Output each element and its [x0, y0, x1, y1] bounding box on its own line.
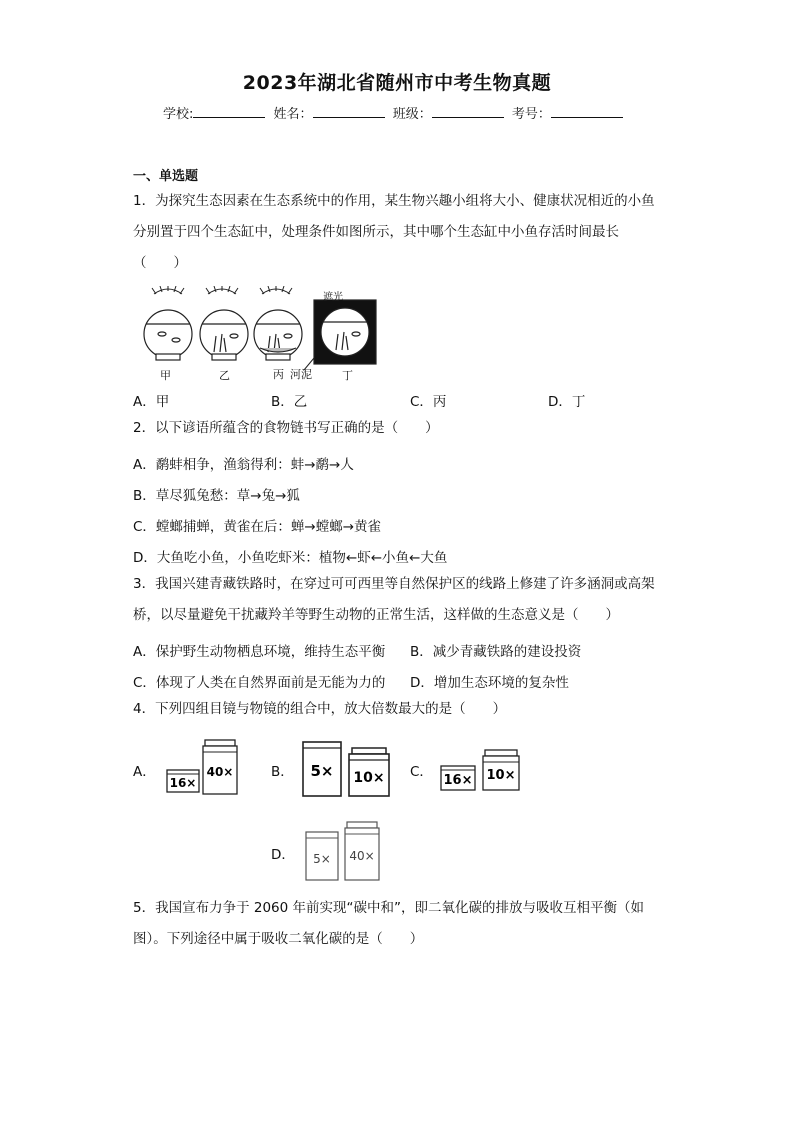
lens-b-eyepiece-label: 5× [310, 762, 334, 780]
class-blank [432, 105, 504, 118]
sun-icon [260, 286, 292, 294]
school-label: 学校: [163, 107, 194, 122]
lens-d-objective-label: 40× [349, 849, 375, 863]
q3-option-b[interactable]: B．减少青藏铁路的建设投资 [410, 644, 582, 660]
q1-option-b[interactable]: B．乙 [271, 394, 308, 410]
q2-option-c[interactable]: C．螳螂捕蝉，黄雀在后：蝉→螳螂→黄雀 [133, 519, 382, 535]
lens-a-eyepiece-label: 16× [169, 776, 197, 790]
tank-jia [144, 310, 192, 360]
q2-option-a[interactable]: A．鹬蚌相争，渔翁得利：蚌→鹬→人 [133, 457, 354, 473]
section-heading: 一、单选题 [133, 169, 199, 184]
student-info-line [163, 103, 627, 122]
lens-c-eyepiece [440, 762, 476, 792]
class-label: 班级： [392, 107, 432, 122]
q4-option-b[interactable]: B． [271, 764, 294, 780]
sun-icon [152, 286, 184, 294]
label-bing: 丙 [273, 368, 284, 381]
sun-icon [206, 286, 238, 294]
lens-a-eyepiece [166, 766, 200, 794]
lens-c-eyepiece-label: 16× [443, 773, 473, 788]
lens-c-objective-label: 10× [486, 768, 516, 783]
label-ding: 丁 [342, 369, 353, 382]
q3-option-a[interactable]: A．保护野生动物栖息环境，维持生态平衡 [133, 644, 386, 660]
lens-b-objective [348, 746, 390, 798]
page-title: 2023年湖北省随州市中考生物真题 [242, 72, 552, 94]
name-label: 姓名： [273, 107, 313, 122]
label-mud: 河泥 [290, 368, 312, 381]
exam-no-label: 考号： [511, 107, 551, 122]
label-jia: 甲 [160, 369, 171, 382]
lens-c-objective [482, 748, 520, 792]
lens-a-objective [202, 738, 238, 796]
q4-option-c[interactable]: C． [410, 764, 433, 780]
question-3-text: 3．我国兴建青藏铁路时，在穿过可可西里等自然保护区的线路上修建了许多涵洞或高架桥，以尽量避免干扰藏羚羊等野生动物的正常生活，这样做的生态意义是（ ） [133, 576, 655, 623]
tank-yi [200, 310, 248, 360]
label-yi: 乙 [219, 369, 230, 382]
q1-option-d[interactable]: D．丁 [548, 394, 586, 410]
question-4-text: 4．下列四组目镜与物镜的组合中，放大倍数最大的是（ ） [133, 701, 507, 717]
q4-option-a[interactable]: A． [133, 764, 156, 780]
name-blank [313, 105, 385, 118]
question-1-text: 1．为探究生态因素在生态系统中的作用，某生物兴趣小组将大小、健康状况相近的小鱼分别置于四个生态缸中，处理条件如图所示，其中哪个生态缸中小鱼存活时间最长（ ） [133, 193, 655, 271]
school-blank [193, 105, 265, 118]
q3-option-c[interactable]: C．体现了人类在自然界面前是无能为力的 [133, 675, 386, 691]
lens-d-objective [344, 820, 380, 882]
q3-option-d[interactable]: D．增加生态环境的复杂性 [410, 675, 569, 691]
label-shade: 遮光 [323, 292, 343, 303]
lens-a-objective-label: 40× [206, 765, 234, 779]
lens-b-objective-label: 10× [353, 770, 385, 786]
q2-option-b[interactable]: B．草尽狐兔愁：草→兔→狐 [133, 488, 300, 504]
exam-no-blank [551, 105, 623, 118]
lens-d-eyepiece [305, 830, 339, 882]
tank-bing [254, 310, 302, 360]
question-5-text: 5．我国宣布力争于 2060 年前实现“碳中和”，即二氧化碳的排放与吸收互相平衡（如图）。下列途径中属于吸收二氧化碳的是（ ） [133, 900, 645, 947]
q1-option-a[interactable]: A．甲 [133, 394, 170, 410]
tank-ding [314, 300, 376, 364]
lens-b-eyepiece [302, 740, 342, 798]
q2-option-d[interactable]: D．大鱼吃小鱼，小鱼吃虾米：植物←虾←小鱼←大鱼 [133, 550, 448, 566]
lens-d-eyepiece-label: 5× [313, 852, 331, 866]
q4-option-d[interactable]: D． [271, 847, 295, 863]
q1-option-c[interactable]: C．丙 [410, 394, 447, 410]
question-2-text: 2．以下谚语所蕴含的食物链书写正确的是（ ） [133, 420, 439, 436]
